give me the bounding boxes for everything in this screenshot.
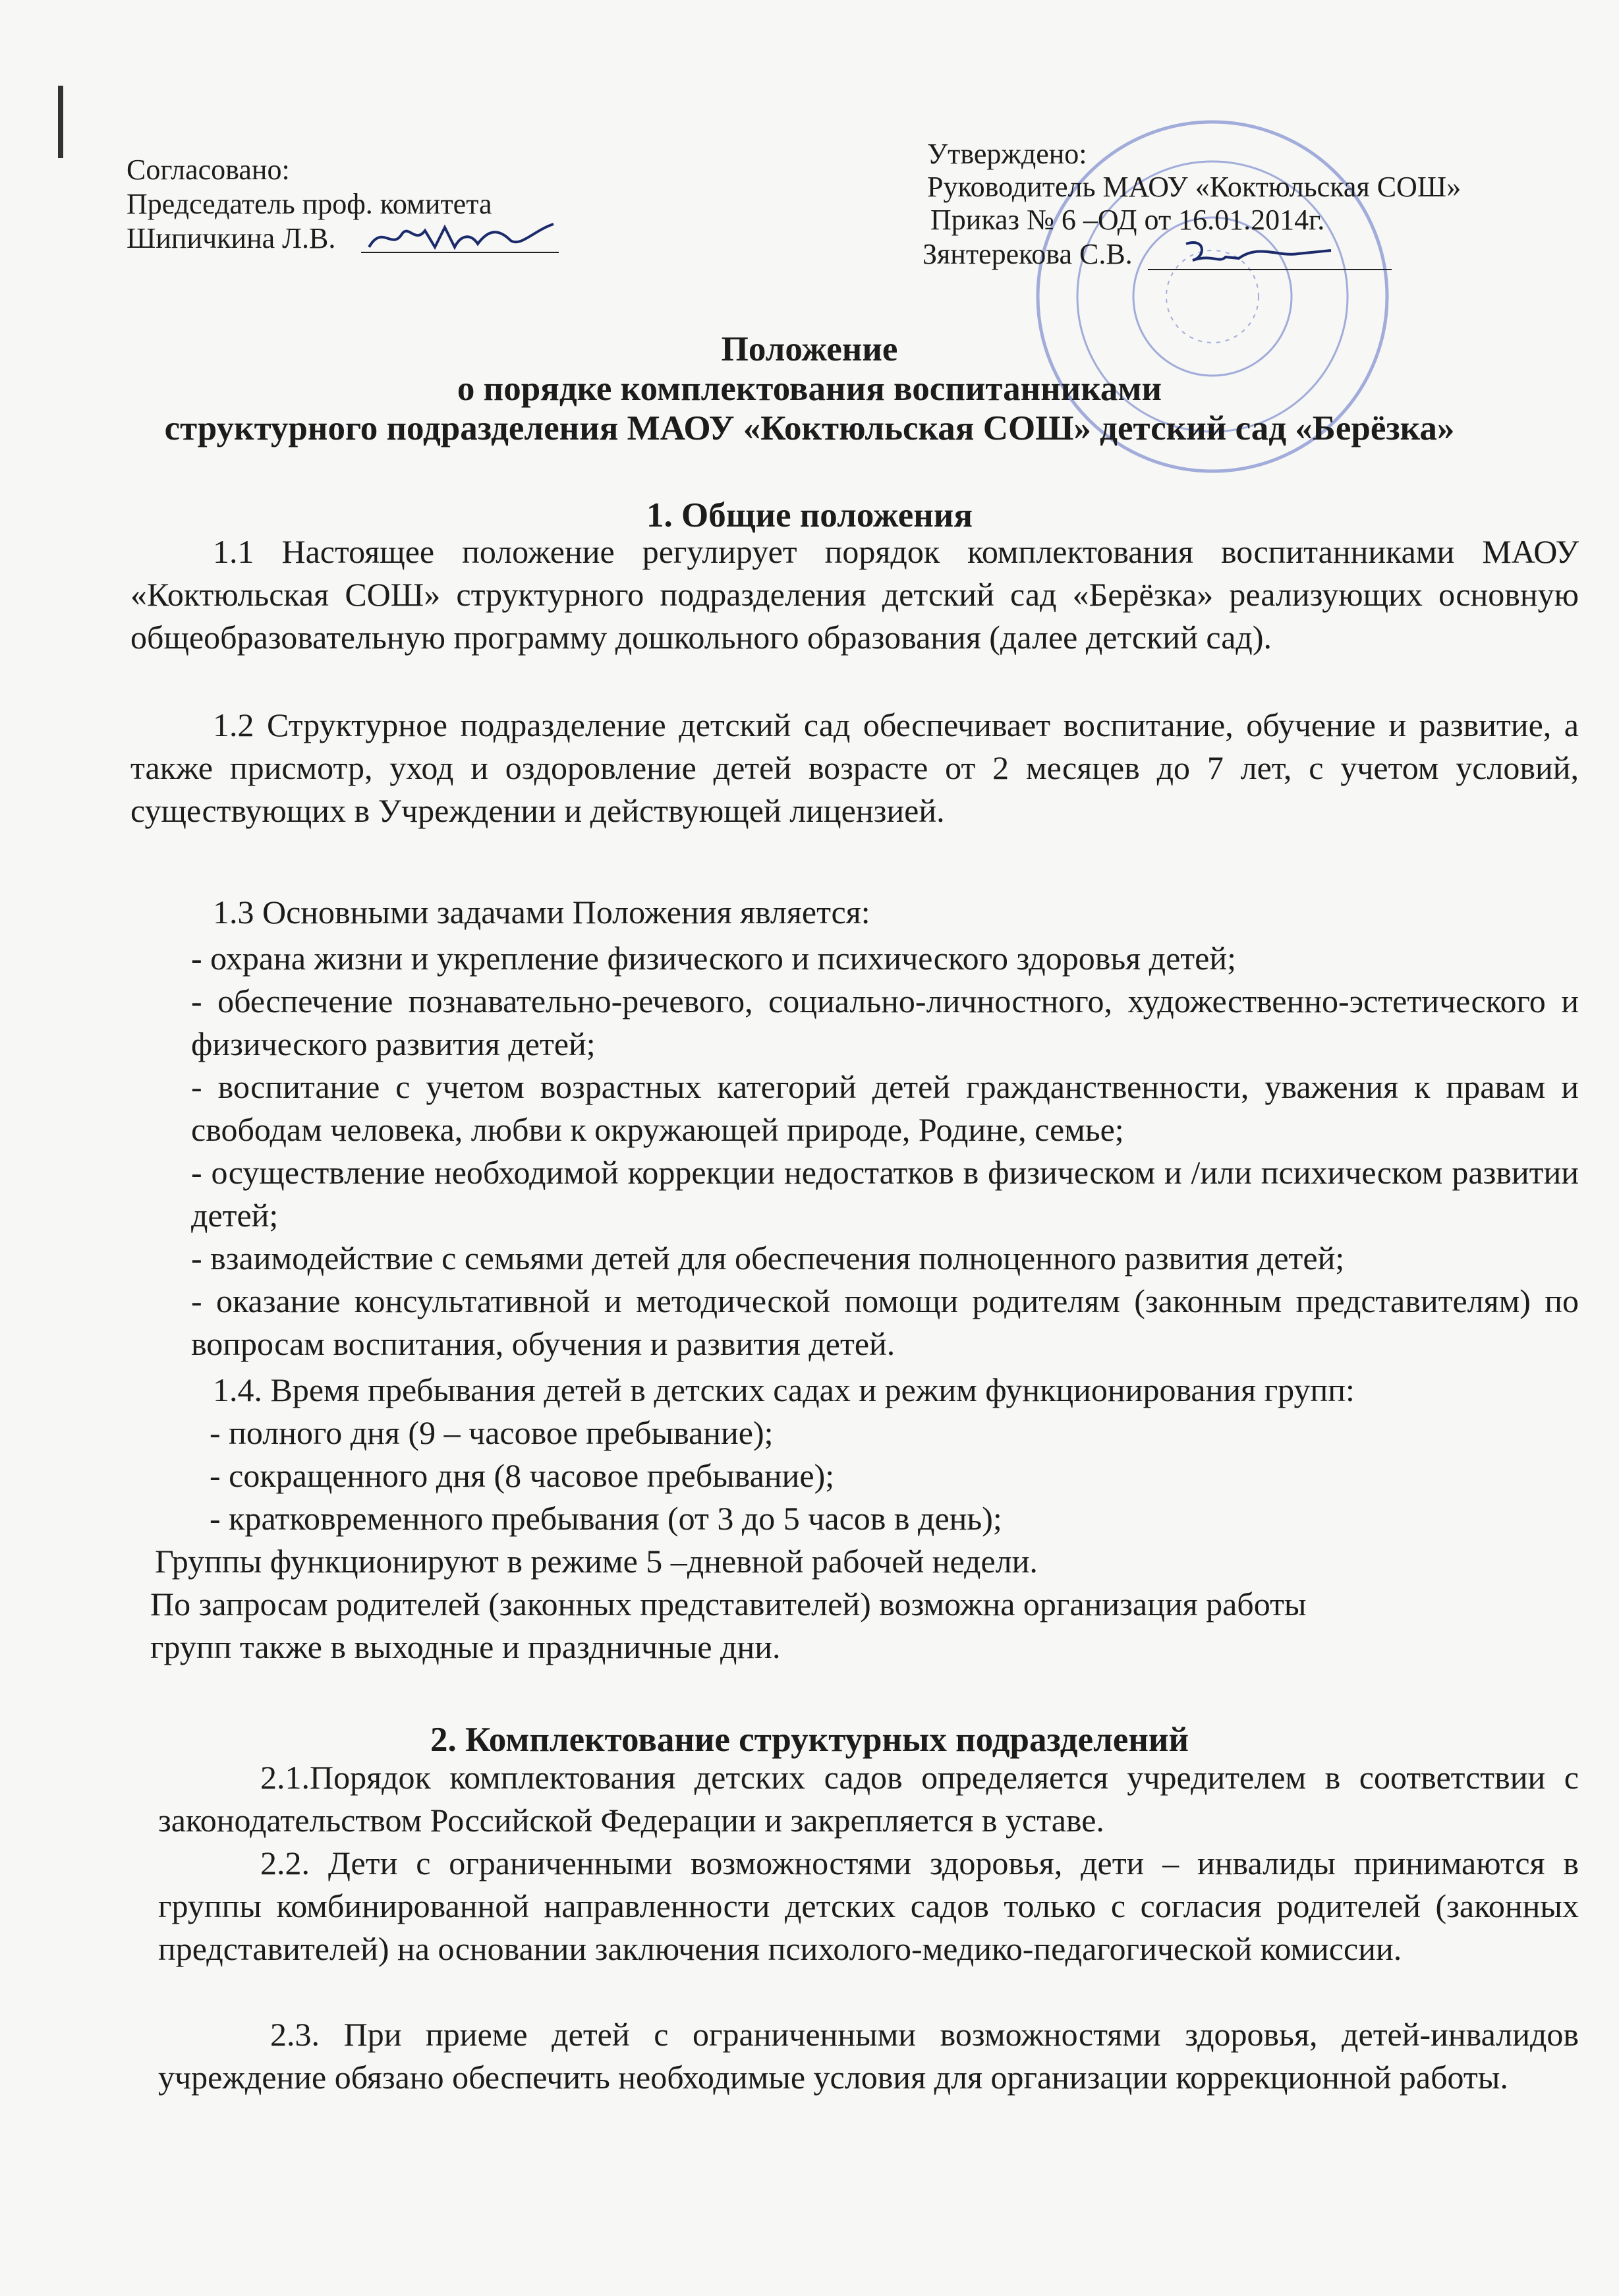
agreed-name: Шипичкина Л.В. — [127, 222, 336, 254]
paragraph-2-3: 2.3. При приеме детей с ограниченными возможностями здоровья, детей-инвалидов учреждение обязано обеспечить необходимые условия для организации коррекционной работы. — [158, 2016, 1579, 2096]
agreed-position: Председатель проф. комитета — [127, 188, 492, 220]
agreed-label: Согласовано: — [127, 154, 290, 186]
mode-item: - полного дня (9 – часовое пребывание); — [210, 1414, 774, 1451]
paragraph-2-1: 2.1.Порядок комплектования детских садов определяется учредителем в соответствии с законодательством Российской Федерации и закрепляется в уставе. — [158, 1759, 1579, 1839]
section2-heading: 2. Комплектование структурных подразделений — [430, 1721, 1189, 1759]
task-item: - охрана жизни и укрепление физического и психического здоровья детей; — [191, 940, 1236, 977]
agreed-signature-icon — [362, 211, 560, 264]
weekend-text-line2: групп также в выходные и праздничные дни. — [150, 1628, 781, 1665]
task-item: - осуществление необходимой коррекции недостатков в физическом и /или психическом развитии детей; — [191, 1154, 1579, 1234]
scan-artifact-bar — [58, 86, 63, 158]
document-subtitle-line2: структурного подразделения МАОУ «Коктюльская СОШ» детский сад «Берёзка» — [164, 409, 1455, 447]
mode-item: - кратковременного пребывания (от 3 до 5 часов в день); — [210, 1500, 1002, 1537]
task-item: - взаимодействие с семьями детей для обеспечения полноценного развития детей; — [191, 1240, 1345, 1277]
paragraph-1-4: 1.4. Время пребывания детей в детских садах и режим функционирования групп: — [213, 1371, 1355, 1408]
weekend-text-line1: По запросам родителей (законных представителей) возможна организация работы — [150, 1586, 1307, 1622]
approved-signature-icon — [1179, 231, 1338, 270]
approved-name: Зянтерекова С.В. — [923, 238, 1133, 270]
paragraph-2-2: 2.2. Дети с ограниченными возможностями здоровья, дети – инвалиды принимаются в группы комбинированной направленности детских садов только с согласия родителей (законных представителей) на основании заключения психолого-медико-педагогической комиссии. — [158, 1845, 1579, 1967]
task-item: - оказание консультативной и методической помощи родителям (законным представителям) по вопросам воспитания, обучения и развития детей. — [191, 1282, 1579, 1362]
approved-position: Руководитель МАОУ «Коктюльская СОШ» — [927, 171, 1462, 203]
task-item: - обеспечение познавательно-речевого, социально-личностного, художественно-эстетического и физического развития детей; — [191, 983, 1579, 1062]
paragraph-1-2: 1.2 Структурное подразделение детский сад обеспечивает воспитание, обучение и развитие, а также присмотр, уход и оздоровление детей возрасте от 2 месяцев до 7 лет, с учетом условий, существующих в Учреждении и действующей лицензией. — [130, 706, 1579, 829]
approved-label: Утверждено: — [927, 138, 1087, 170]
groups-week-text: Группы функционируют в режиме 5 –дневной рабочей недели. — [155, 1543, 1038, 1580]
task-item: - воспитание с учетом возрастных категорий детей гражданственности, уважения к правам и свободам человека, любви к окружающей природе, Родине, семье; — [191, 1068, 1579, 1148]
document-title: Положение — [721, 330, 898, 368]
paragraph-1-3: 1.3 Основными задачами Положения является: — [213, 894, 870, 931]
approved-order: Приказ № 6 –ОД от 16.01.2014г. — [930, 204, 1325, 236]
section1-heading: 1. Общие положения — [646, 496, 973, 534]
paragraph-1-1: 1.1 Настоящее положение регулирует порядок комплектования воспитанниками МАОУ «Коктюльская СОШ» структурного подразделения детский сад «Берёзка» реализующих основную общеобразовательную программу дошкольного образования (далее детский сад). — [130, 533, 1579, 656]
mode-item: - сокращенного дня (8 часовое пребывание); — [210, 1457, 835, 1494]
document-subtitle-line1: о порядке комплектования воспитанниками — [457, 370, 1162, 408]
